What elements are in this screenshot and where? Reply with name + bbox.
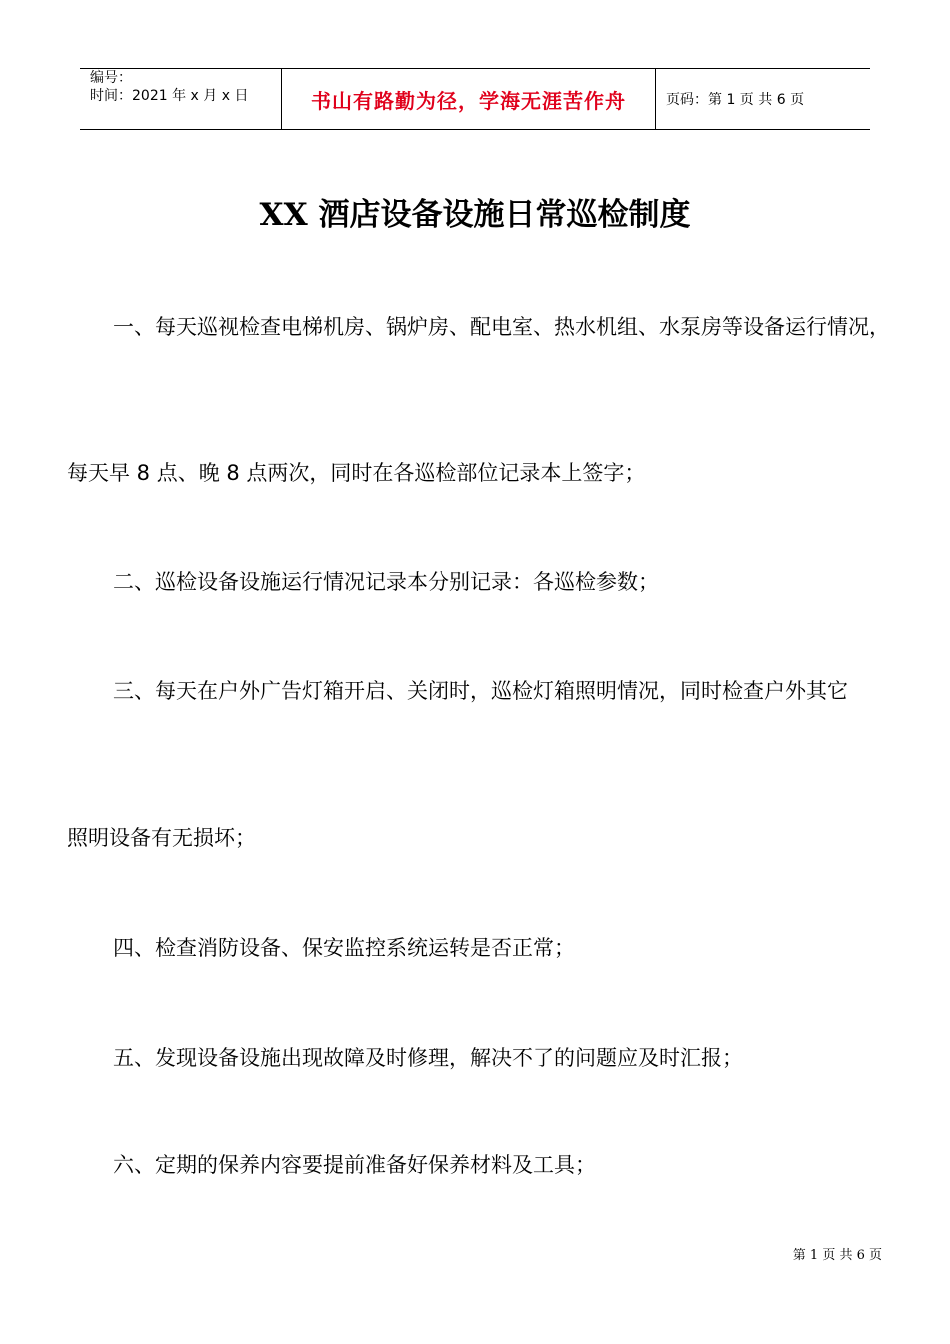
paragraph-line: 四、检查消防设备、保安监控系统运转是否正常；: [113, 936, 575, 960]
document-time-label: 时间：2021 年 x 月 x 日: [90, 88, 249, 104]
header-meta-cell: [80, 69, 282, 129]
paragraph-line: 六、定期的保养内容要提前准备好保养材料及工具；: [113, 1153, 596, 1177]
paragraph-line: 一、每天巡视检查电梯机房、锅炉房、配电室、热水机组、水泵房等设备运行情况，: [113, 315, 890, 339]
paragraph-line: 五、发现设备设施出现故障及时修理，解决不了的问题应及时汇报；: [113, 1046, 743, 1070]
paragraph-line: 二、巡检设备设施运行情况记录本分别记录：各巡检参数；: [113, 570, 659, 594]
document-number-label: 编号：: [90, 70, 132, 86]
document-title: XX 酒店设备设施日常巡检制度: [259, 197, 691, 233]
header-page-cell: [656, 69, 870, 129]
footer-page-number: 第 1 页 共 6 页: [792, 1248, 882, 1263]
paragraph-line: 每天早 8 点、晚 8 点两次，同时在各巡检部位记录本上签字；: [67, 461, 646, 485]
header-motto-cell: [282, 69, 656, 129]
paragraph-line: 三、每天在户外广告灯箱开启、关闭时，巡检灯箱照明情况，同时检查户外其它: [113, 679, 848, 703]
header-page-info: 页码：第 1 页 共 6 页: [666, 92, 805, 108]
document-header: [80, 68, 870, 130]
paragraph-line: 照明设备有无损坏；: [67, 826, 256, 850]
header-motto: 书山有路勤为径，学海无涯苦作舟: [311, 88, 626, 113]
